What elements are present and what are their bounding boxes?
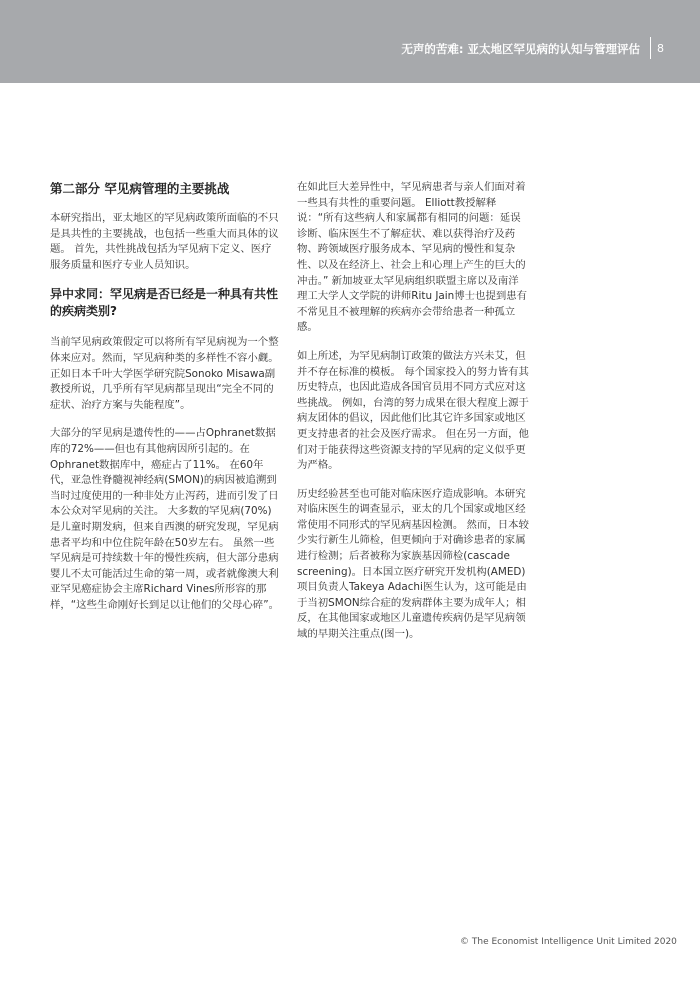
header-bar <box>0 0 700 83</box>
page-number: 8 <box>657 42 664 55</box>
subheading: 异中求同：罕见病是否已经是一种具有共性的疾病类别? <box>50 287 279 319</box>
right-column <box>297 180 529 656</box>
header-divider <box>650 37 651 59</box>
paragraph: 历史经验甚至也可能对临床医疗造成影响。本研究对临床医生的调查显示，亚太的几个国家或地区经常使用不同形式的罕见病基因检测。 然而，日本较少实行新生儿筛检，但更倾向于对确诊患者的家属进行检测；后者被称为家族基因筛检(cascade screening)。日本国立医疗研究开发机构(AMED)项目负责人Takeya Adachi医生认为，这可能是由于当初SMON综合症的发病群体主要为成年人；相反，在其他国家或地区儿童遗传疾病仍是罕见病领域的早期关注重点(图一)。 <box>297 487 529 641</box>
paragraph: 大部分的罕见病是遗传性的——占Ophranet数据库的72%——但也有其他病因所引起的。在Ophranet数据库中，癌症占了11%。 在60年代，亚急性脊髓视神经病(SMON)的病因被追溯到当时过度使用的一种非处方止泻药，进而引发了日本公众对罕见病的关注。 大多数的罕见病(70%)是儿童时期发病，但来自西澳的研究发现，罕见病患者平均和中位住院年龄在50岁左右。 虽然一些罕见病是可持续数十年的慢性疾病，但大部分患病婴儿不太可能活过生命的第一周，或者就像澳大利亚罕见癌症协会主席Richard Vines所形容的那样，“这些生命刚好长到足以让他们的父母心碎”。 <box>50 427 279 611</box>
section-title: 第二部分 罕见病管理的主要挑战 <box>50 181 230 196</box>
paragraph: 本研究指出，亚太地区的罕见病政策所面临的不只是具共性的主要挑战，也包括一些重大而具体的议题。 首先，共性挑战包括为罕见病下定义、医疗服务质量和医疗专业人员知识。 <box>50 212 279 271</box>
paragraph: 在如此巨大差异性中，罕见病患者与亲人们面对着一些具有共性的重要问题。 Elliott教授解释说：“所有这些病人和家属都有相同的问题：延误诊断、临床医生不了解症状、难以获得治疗及药物、跨领域医疗服务成本、罕见病的慢性和复杂性、以及在经济上、社会上和心理上产生的巨大的冲击。” 新加坡亚太罕见病组织联盟主席以及南洋理工大学人文学院的讲师Ritu Jain博士也提到患有不常见且不被理解的疾病亦会带给患者一种孤立感。 <box>297 181 528 334</box>
left-column <box>50 180 280 626</box>
paragraph: 当前罕见病政策假定可以将所有罕见病视为一个整体来应对。然而，罕见病种类的多样性不容小觑。 正如日本千叶大学医学研究院Sonoko Misawa副教授所说，几乎所有罕见病都呈现出“完全不同的症状、治疗方案与失能程度”。 <box>50 336 279 411</box>
report-title: 无声的苦难: 亚太地区罕见病的认知与管理评估 <box>401 42 640 56</box>
paragraph: 如上所述，为罕见病制订政策的做法方兴未艾，但并不存在标准的模板。 每个国家投入的努力皆有其历史特点，也因此造成各国官员用不同方式应对这些挑战。 例如，台湾的努力成果在很大程度上源于病友团体的倡议，因此他们比其它许多国家或地区更支持患者的社会及医疗需求。 但在另一方面，他们对于能获得这些资源支持的罕见病的定义似乎更为严格。 <box>297 349 529 472</box>
copyright-footer: © The Economist Intelligence Unit Limited 2020 <box>460 937 677 947</box>
